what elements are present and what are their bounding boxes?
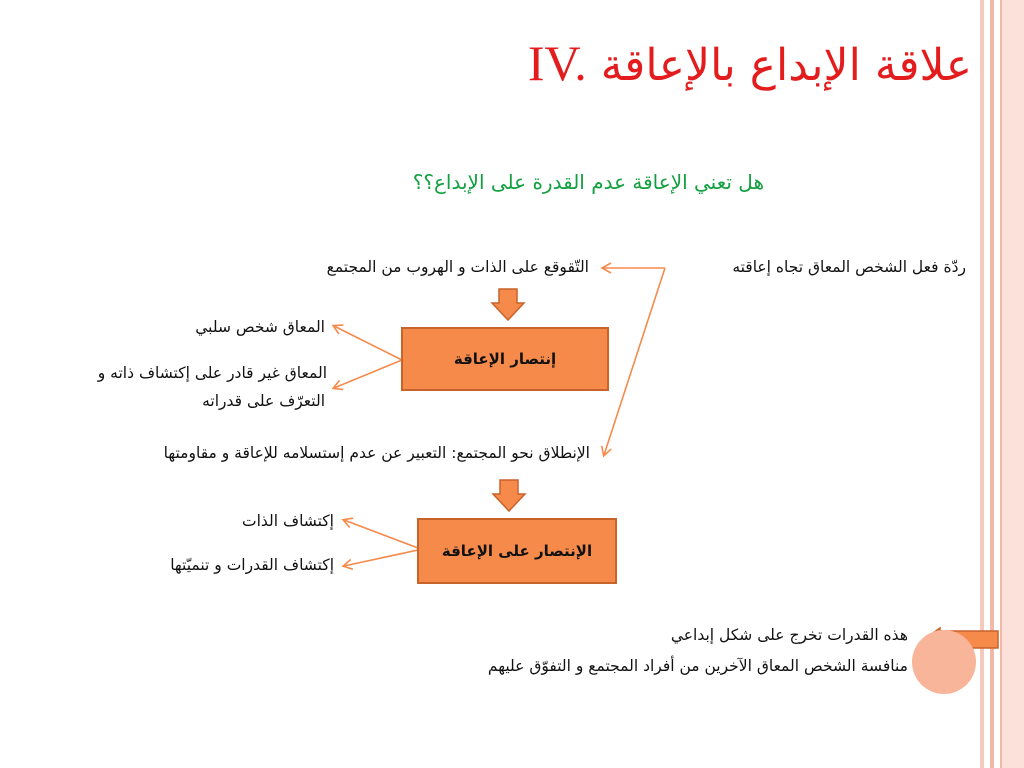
positive-trait-1: إكتشاف الذات xyxy=(242,512,334,530)
positive-trait-2: إكتشاف القدرات و تنميّتها xyxy=(170,556,334,574)
conclusion-line-2: منافسة الشخص المعاق الآخرين من أفراد المجتمع و التفوّق عليهم xyxy=(487,657,908,675)
question-text: هل تعني الإعاقة عدم القدرة على الإبداع؟؟ xyxy=(412,170,764,194)
arrow-to-outreach xyxy=(604,268,665,455)
title-text: علاقة الإبداع بالإعاقة xyxy=(600,40,972,91)
withdrawal-text: التّقوقع على الذات و الهروب من المجتمع xyxy=(326,258,589,276)
negative-trait-2-line1: المعاق غير قادر على إكتشاف ذاته و xyxy=(97,364,327,382)
down-arrow-1 xyxy=(492,289,524,320)
arrow-to-positive1 xyxy=(344,520,418,548)
reaction-label: ردّة فعل الشخص المعاق تجاه إعاقته xyxy=(732,258,966,276)
conclusion-line-1: هذه القدرات تخرج على شكل إبداعي xyxy=(670,626,908,644)
title-numeral: IV. xyxy=(527,35,587,91)
arrow-to-positive2 xyxy=(344,550,418,566)
negative-trait-1: المعاق شخص سلبي xyxy=(195,318,325,336)
decor-circle xyxy=(912,630,976,694)
outreach-text: الإنطلاق نحو المجتمع: التعبير عن عدم إستسلامه للإعاقة و مقاومتها xyxy=(163,444,590,462)
negative-trait-2-line2: التعرّف على قدراته xyxy=(202,392,325,410)
down-arrow-2 xyxy=(493,480,525,511)
box-overcoming-disability: الإنتصار على الإعاقة xyxy=(417,518,617,584)
box-disability-wins: إنتصار الإعاقة xyxy=(401,327,609,391)
arrow-to-negative2 xyxy=(334,360,402,388)
arrow-to-negative1 xyxy=(334,326,402,360)
